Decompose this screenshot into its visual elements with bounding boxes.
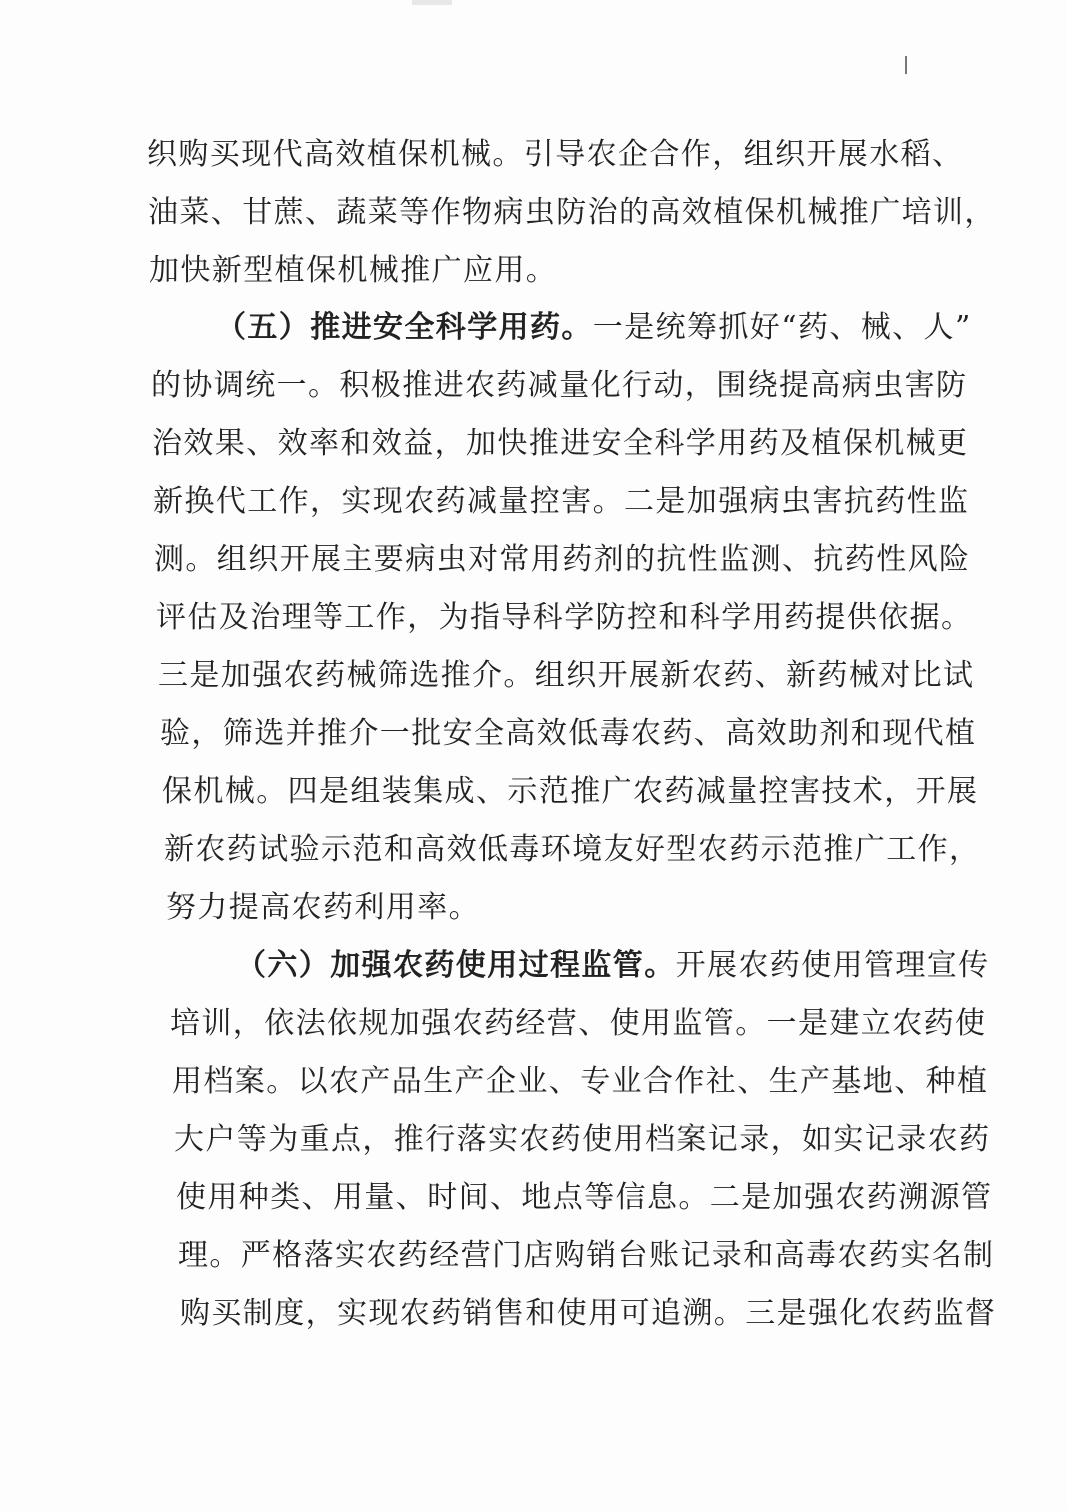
section-5-intro: 一是统筹抓好“药、械、人” (592, 310, 972, 345)
body-line: 新农药试验示范和高效低毒环境友好型农药示范推广工作， (164, 832, 981, 867)
body-line: 测。组织开展主要病虫对常用药剂的抗性监测、抗药性风险 (154, 542, 971, 577)
section-5-heading: （五）推进安全科学用药。 (216, 310, 593, 345)
body-line: 的协调统一。积极推进农药减量化行动，围绕提高病虫害防 (151, 368, 968, 403)
body-line: 购买制度，实现农药销售和使用可追溯。三是强化农药监督 (180, 1296, 997, 1331)
body-line: 三是加强农药械筛选推介。组织开展新农药、新药械对比试 (158, 658, 975, 693)
body-line: 用档案。以农产品生产企业、专业合作社、生产基地、种植 (172, 1064, 989, 1099)
margin-mark (905, 56, 907, 74)
body-line: 油菜、甘蔗、蔬菜等作物病虫防治的高效植保机械推广培训， (148, 195, 996, 230)
body-line: 加快新型植保机械推广应用。 (149, 253, 558, 288)
section-6-paragraph-start (236, 946, 990, 986)
body-line: 治效果、效率和效益，加快推进安全科学用药及植保机械更 (152, 426, 969, 461)
body-line: 大户等为重点，推行落实农药使用档案记录，如实记录农药 (174, 1122, 991, 1157)
section-5-paragraph-start (216, 308, 972, 348)
body-line: 培训，依法依规加强农药经营、使用监管。一是建立农药使 (170, 1006, 987, 1041)
body-line: 新换代工作，实现农药减量控害。二是加强病虫害抗药性监 (153, 484, 970, 519)
body-line: 努力提高农药利用率。 (166, 890, 480, 925)
section-6-intro: 开展农药使用管理宣传 (675, 948, 990, 983)
body-line: 使用种类、用量、时间、地点等信息。二是加强农药溯源管 (176, 1180, 993, 1215)
body-line: 织购买现代高效植保机械。引导农企合作，组织开展水稻、 (147, 137, 964, 172)
body-line: 保机械。四是组装集成、示范推广农药减量控害技术，开展 (162, 774, 979, 809)
body-line: 理。严格落实农药经营门店购销台账记录和高毒农药实名制 (178, 1238, 995, 1273)
body-line: 验，筛选并推介一批安全高效低毒农药、高效助剂和现代植 (160, 716, 977, 751)
body-line: 评估及治理等工作，为指导科学防控和科学用药提供依据。 (156, 600, 973, 635)
section-6-heading: （六）加强农药使用过程监管。 (236, 948, 676, 983)
scan-artifact (412, 0, 452, 5)
